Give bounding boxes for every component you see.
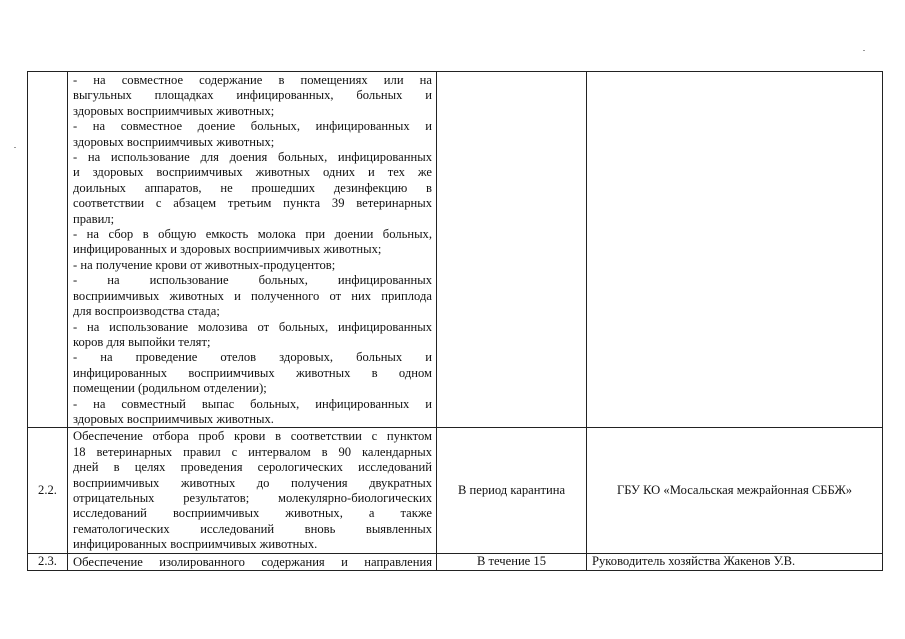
measure-description <box>68 553 437 570</box>
text-line: выгульных площадках инфицированных, больных и <box>73 88 432 103</box>
period-cell <box>437 72 587 428</box>
table-row <box>28 428 883 553</box>
responsible-cell <box>587 72 883 428</box>
scan-speck <box>14 147 16 148</box>
text-line: - на использование больных, инфицированных <box>73 273 432 288</box>
table-row <box>28 553 883 570</box>
period-cell: В течение 15 <box>437 553 587 570</box>
responsible-cell: Руководитель хозяйства Жакенов У.В. <box>587 553 883 570</box>
text-line: восприимчивых животных до получения двукратных <box>73 475 432 490</box>
row-number: 2.2. <box>28 428 68 553</box>
text-line: Обеспечение изолированного содержания и направления <box>73 554 432 569</box>
text-line: соответствии с абзацем третьим пункта 39 ветеринарных <box>73 196 432 211</box>
text-line: исследований восприимчивых животных, а также <box>73 506 432 521</box>
measure-description <box>68 428 437 553</box>
text-line: здоровых восприимчивых животных. <box>73 411 274 426</box>
text-line: - на совместное содержание в помещениях или на <box>73 73 432 87</box>
text-line: помещении (родильном отделении); <box>73 381 267 396</box>
measure-text <box>68 428 436 552</box>
text-line: Обеспечение отбора проб крови в соответствии с пунктом <box>73 429 432 444</box>
text-line: - на использование молозива от больных, инфицированных <box>73 319 432 334</box>
responsible-cell: ГБУ КО «Мосальская межрайонная СББЖ» <box>587 428 883 553</box>
text-line: - на совместное доение больных, инфицированных и <box>73 119 432 134</box>
table-row <box>28 72 883 428</box>
text-line: - на получение крови от животных-продуцентов; <box>73 257 336 272</box>
text-line: коров для выпойки телят; <box>73 334 211 349</box>
row-number: 2.3. <box>28 553 68 570</box>
text-line: гематологических исследований вновь выявленных <box>73 521 432 536</box>
measure-text <box>68 72 436 427</box>
text-line: 18 ветеринарных правил с интервалом в 90 календарных <box>73 444 432 459</box>
text-line: здоровых восприимчивых животных; <box>73 134 275 149</box>
row-number <box>28 72 68 428</box>
text-line: дней в целях проведения серологических исследований <box>73 460 432 475</box>
text-line: инфицированных восприимчивых животных. <box>73 537 318 552</box>
measures-table <box>27 71 883 571</box>
text-line: и здоровых восприимчивых животных одних и тех же <box>73 165 432 180</box>
text-line: - на проведение отелов здоровых, больных и <box>73 350 432 365</box>
text-line: восприимчивых животных и полученного от них приплода <box>73 288 432 303</box>
measure-description <box>68 72 437 428</box>
measure-text <box>68 554 436 570</box>
text-line: - на использование для доения больных, инфицированных <box>73 150 432 165</box>
text-line: инфицированных и здоровых восприимчивых животных; <box>73 242 382 257</box>
text-line: инфицированных восприимчивых животных в одном <box>73 365 432 380</box>
text-line: отрицательных результатов; молекулярно-биологических <box>73 490 432 505</box>
period-cell: В период карантина <box>437 428 587 553</box>
text-line: здоровых восприимчивых животных; <box>73 103 275 118</box>
text-line: доильных аппаратов, не прошедших дезинфекцию в <box>73 180 432 195</box>
text-line: для воспроизводства стада; <box>73 304 220 319</box>
text-line: - на сбор в общую емкость молока при доении больных, <box>73 227 432 242</box>
scan-speck <box>863 50 865 51</box>
text-line: правил; <box>73 211 115 226</box>
text-line: - на совместный выпас больных, инфицированных и <box>73 396 432 411</box>
